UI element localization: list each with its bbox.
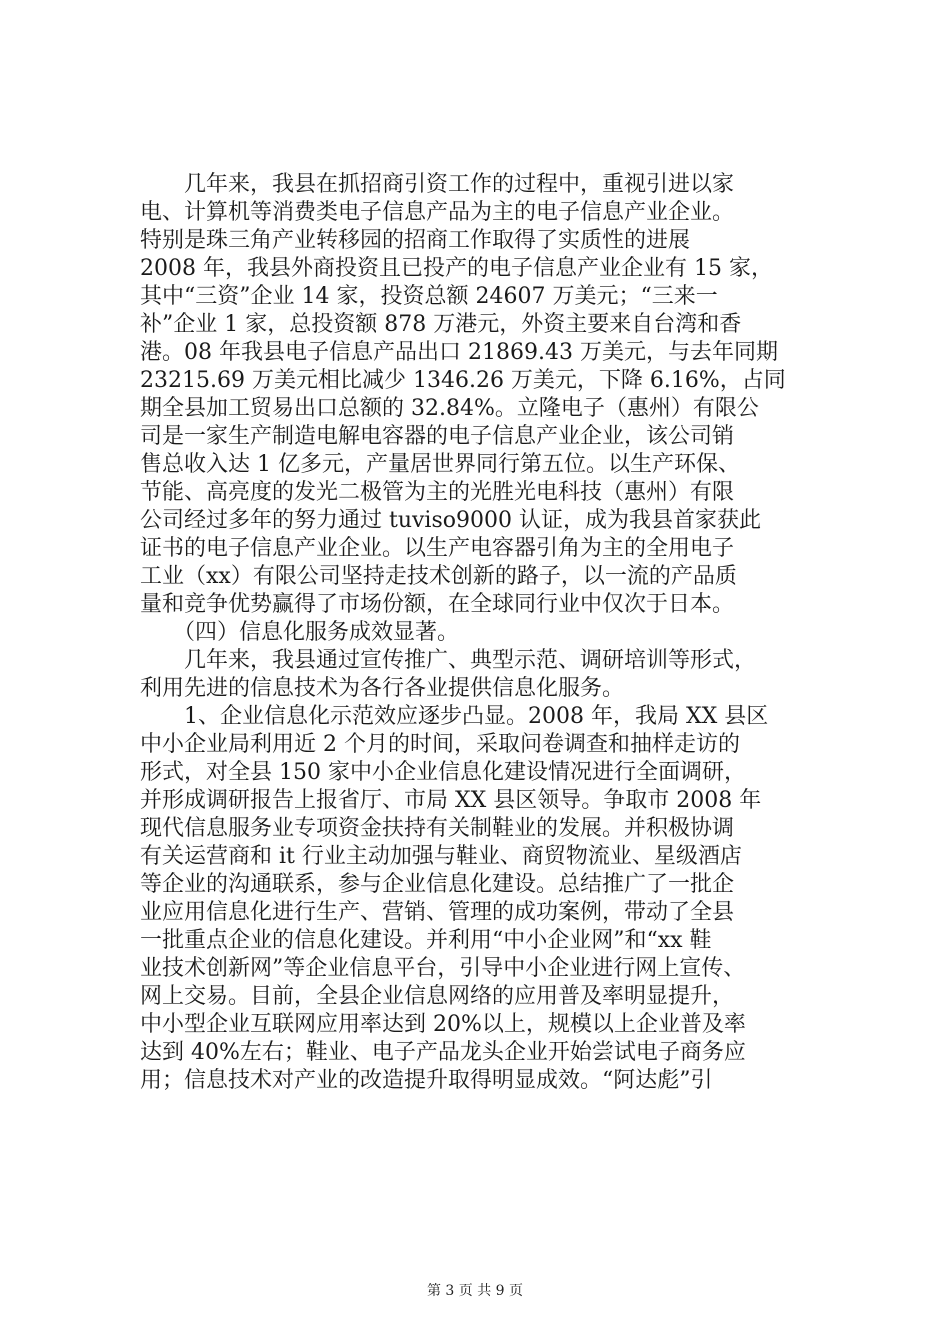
text-line: 形式，对全县 150 家中小企业信息化建设情况进行全面调研， bbox=[140, 760, 746, 785]
text-line: 港。08 年我县电子信息产品出口 21869.43 万美元，与去年同期 bbox=[140, 340, 778, 365]
text-line: 有关运营商和 it 行业主动加强与鞋业、商贸物流业、星级酒店 bbox=[140, 844, 742, 869]
text-line: 售总收入达 1 亿多元，产量居世界同行第五位。以生产环保、 bbox=[140, 452, 740, 477]
text-line: 现代信息服务业专项资金扶持有关制鞋业的发展。并积极协调 bbox=[140, 816, 735, 841]
text-line: 用；信息技术对产业的改造提升取得明显成效。“阿达彪”引 bbox=[140, 1068, 713, 1093]
text-line: 几年来，我县通过宣传推广、典型示范、调研培训等形式， bbox=[140, 648, 757, 673]
text-line: 1、企业信息化示范效应逐步凸显。2008 年，我局 XX 县区 bbox=[140, 704, 769, 729]
text-line: 23215.69 万美元相比减少 1346.26 万美元，下降 6.16%，占同 bbox=[140, 368, 786, 393]
text-line: 中小企业局利用近 2 个月的时间，采取问卷调查和抽样走访的 bbox=[140, 732, 740, 757]
text-line: 节能、高亮度的发光二极管为主的光胜光电科技（惠州）有限 bbox=[140, 480, 735, 505]
text-line: 特别是珠三角产业转移园的招商工作取得了实质性的进展 bbox=[140, 228, 691, 253]
text-line: 2008 年，我县外商投资且已投产的电子信息产业企业有 15 家， bbox=[140, 256, 773, 281]
text-line: 一批重点企业的信息化建设。并利用“中小企业网”和“xx 鞋 bbox=[140, 928, 712, 953]
text-line: 并形成调研报告上报省厅、市局 XX 县区领导。争取市 2008 年 bbox=[140, 788, 762, 813]
text-line: 业应用信息化进行生产、营销、管理的成功案例，带动了全县 bbox=[140, 900, 735, 925]
text-line: （四）信息化服务成效显著。 bbox=[140, 620, 460, 645]
text-line: 工业（xx）有限公司坚持走技术创新的路子，以一流的产品质 bbox=[140, 564, 737, 589]
text-line: 利用先进的信息技术为各行各业提供信息化服务。 bbox=[140, 676, 625, 701]
text-line: 司是一家生产制造电解电容器的电子信息产业企业，该公司销 bbox=[140, 424, 735, 449]
text-line: 补”企业 1 家，总投资额 878 万港元，外资主要来自台湾和香 bbox=[140, 312, 742, 337]
text-line: 业技术创新网”等企业信息平台，引导中小企业进行网上宣传、 bbox=[140, 956, 746, 981]
text-line: 证书的电子信息产业企业。以生产电容器引角为主的全用电子 bbox=[140, 536, 735, 561]
text-line: 电、计算机等消费类电子信息产品为主的电子信息产业企业。 bbox=[140, 200, 735, 225]
body-text bbox=[140, 171, 852, 1095]
text-line: 网上交易。目前，全县企业信息网络的应用普及率明显提升， bbox=[140, 984, 735, 1009]
text-line: 期全县加工贸易出口总额的 32.84%。立隆电子（惠州）有限公 bbox=[140, 396, 759, 421]
text-line: 几年来，我县在抓招商引资工作的过程中，重视引进以家 bbox=[140, 172, 735, 197]
text-line: 量和竞争优势赢得了市场份额，在全球同行业中仅次于日本。 bbox=[140, 592, 735, 617]
text-line: 等企业的沟通联系，参与企业信息化建设。总结推广了一批企 bbox=[140, 872, 735, 897]
text-line: 其中“三资”企业 14 家，投资总额 24607 万美元；“三来一 bbox=[140, 284, 718, 309]
page-footer: 第 3 页 共 9 页 bbox=[426, 1283, 524, 1299]
text-line: 中小型企业互联网应用率达到 20%以上，规模以上企业普及率 bbox=[140, 1012, 746, 1037]
text-line: 达到 40%左右；鞋业、电子产品龙头企业开始尝试电子商务应 bbox=[140, 1040, 746, 1065]
text-line: 公司经过多年的努力通过 tuviso9000 认证，成为我县首家获此 bbox=[140, 508, 761, 533]
